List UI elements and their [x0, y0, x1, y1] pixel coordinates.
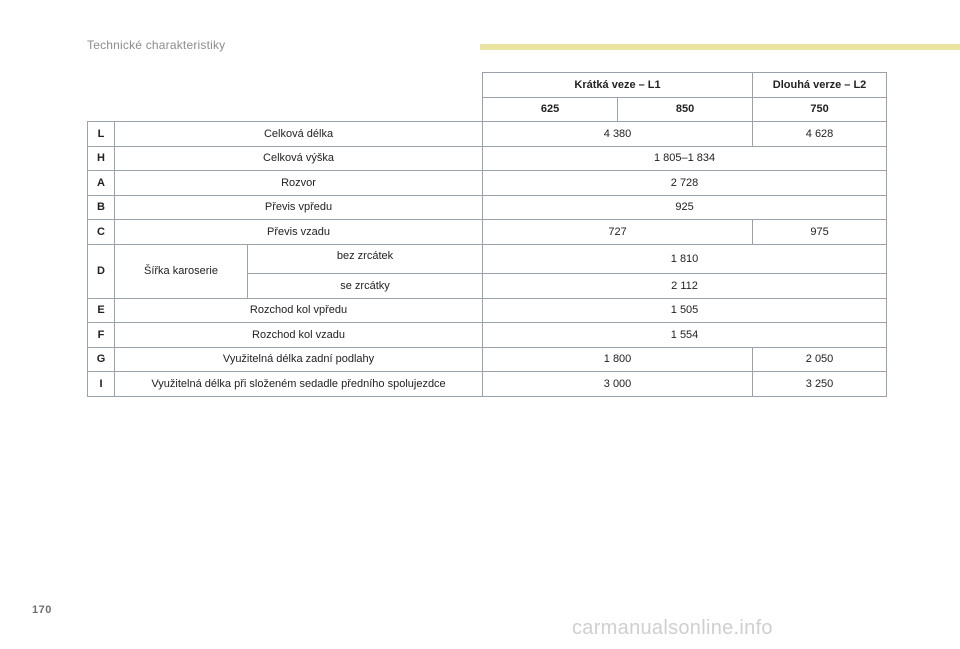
row-label: Převis vpředu — [115, 195, 483, 220]
page-number: 170 — [32, 604, 52, 616]
row-value: 1 805–1 834 — [483, 146, 887, 171]
row-value-long: 3 250 — [753, 372, 887, 397]
row-label: Celková délka — [115, 122, 483, 147]
row-value-long: 4 628 — [753, 122, 887, 147]
header-short-version: Krátká veze – L1 — [483, 73, 753, 98]
row-label: Využitelná délka zadní podlahy — [115, 347, 483, 372]
table-variant-row — [88, 97, 887, 122]
table-row — [88, 122, 887, 147]
table-row — [88, 220, 887, 245]
row-value-long: 975 — [753, 220, 887, 245]
row-code: B — [88, 195, 115, 220]
row-value: 1 505 — [483, 298, 887, 323]
variant-850: 850 — [618, 97, 753, 122]
table-row — [88, 298, 887, 323]
row-value: 1 554 — [483, 323, 887, 348]
row-value: 2 112 — [483, 274, 887, 299]
row-label: Převis vzadu — [115, 220, 483, 245]
row-code: L — [88, 122, 115, 147]
row-code: I — [88, 372, 115, 397]
row-value-long: 2 050 — [753, 347, 887, 372]
table-row — [88, 146, 887, 171]
row-value: 925 — [483, 195, 887, 220]
header-long-version: Dlouhá verze – L2 — [753, 73, 887, 98]
row-code: A — [88, 171, 115, 196]
row-code: G — [88, 347, 115, 372]
table-row — [88, 195, 887, 220]
row-label: Celková výška — [115, 146, 483, 171]
row-sublabel: se zrcátky — [248, 274, 483, 299]
row-label: Rozchod kol vzadu — [115, 323, 483, 348]
table-row — [88, 171, 887, 196]
row-value: 1 810 — [483, 244, 887, 274]
section-title: Technické charakteristiky — [87, 38, 226, 52]
row-code: H — [88, 146, 115, 171]
row-label: Rozvor — [115, 171, 483, 196]
row-label: Rozchod kol vpředu — [115, 298, 483, 323]
header-accent-bar — [480, 44, 960, 50]
row-code: E — [88, 298, 115, 323]
table-row — [88, 347, 887, 372]
row-sublabel: bez zrcátek — [248, 244, 483, 274]
variant-750: 750 — [753, 97, 887, 122]
table-row — [88, 372, 887, 397]
variant-625: 625 — [483, 97, 618, 122]
watermark: carmanualsonline.info — [572, 617, 773, 639]
row-value: 2 728 — [483, 171, 887, 196]
row-value-short: 727 — [483, 220, 753, 245]
row-value-short: 3 000 — [483, 372, 753, 397]
table-header-row — [88, 73, 887, 98]
row-label: Šířka karoserie — [115, 244, 248, 298]
table-row — [88, 323, 887, 348]
table-row — [88, 244, 887, 274]
row-code: F — [88, 323, 115, 348]
row-value-short: 1 800 — [483, 347, 753, 372]
row-code: C — [88, 220, 115, 245]
row-value-short: 4 380 — [483, 122, 753, 147]
row-label: Využitelná délka při složeném sedadle předního spolujezdce — [115, 372, 483, 397]
row-code: D — [88, 244, 115, 298]
dimensions-table — [87, 72, 887, 397]
